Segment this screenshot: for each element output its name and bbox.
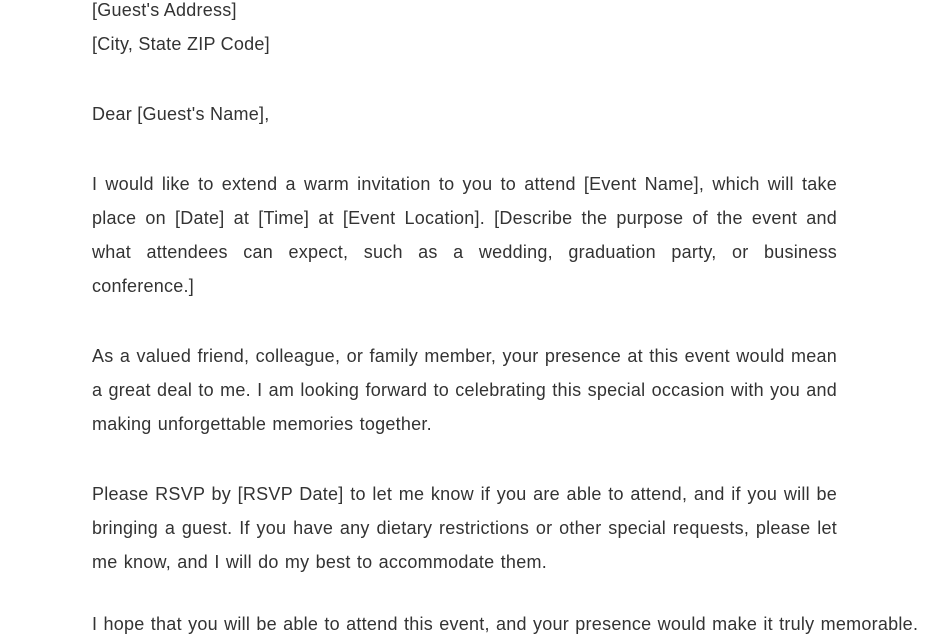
recipient-block (92, 0, 837, 61)
recipient-address-line: [Guest's Address] (92, 0, 237, 20)
salutation-line: Dear [Guest's Name], (92, 104, 270, 124)
recipient-city-state-zip-line: [City, State ZIP Code] (92, 34, 270, 54)
paragraph-rsvp: Please RSVP by [RSVP Date] to let me know if you are able to attend, and if you will be bringing a guest. If you have any dietary restrictions or other special requests, please let me know, and I will do my best to accommodate them. (92, 484, 837, 572)
paragraph-closing-clipped: I hope that you will be able to attend this event, and your presence would make it truly memorable. (92, 614, 919, 634)
paragraph-valued-guest: As a valued friend, colleague, or family member, your presence at this event would mean a great deal to me. I am looking forward to celebrating this special occasion with you and making unforgettable memories together. (92, 346, 837, 434)
letter-body (92, 0, 919, 641)
paragraph-invitation: I would like to extend a warm invitation to you to attend [Event Name], which will take place on [Date] at [Time] at [Event Location]. [Describe the purpose of the event and what attendees can expect, such as a wedding, graduation party, or business conference.] (92, 174, 837, 296)
